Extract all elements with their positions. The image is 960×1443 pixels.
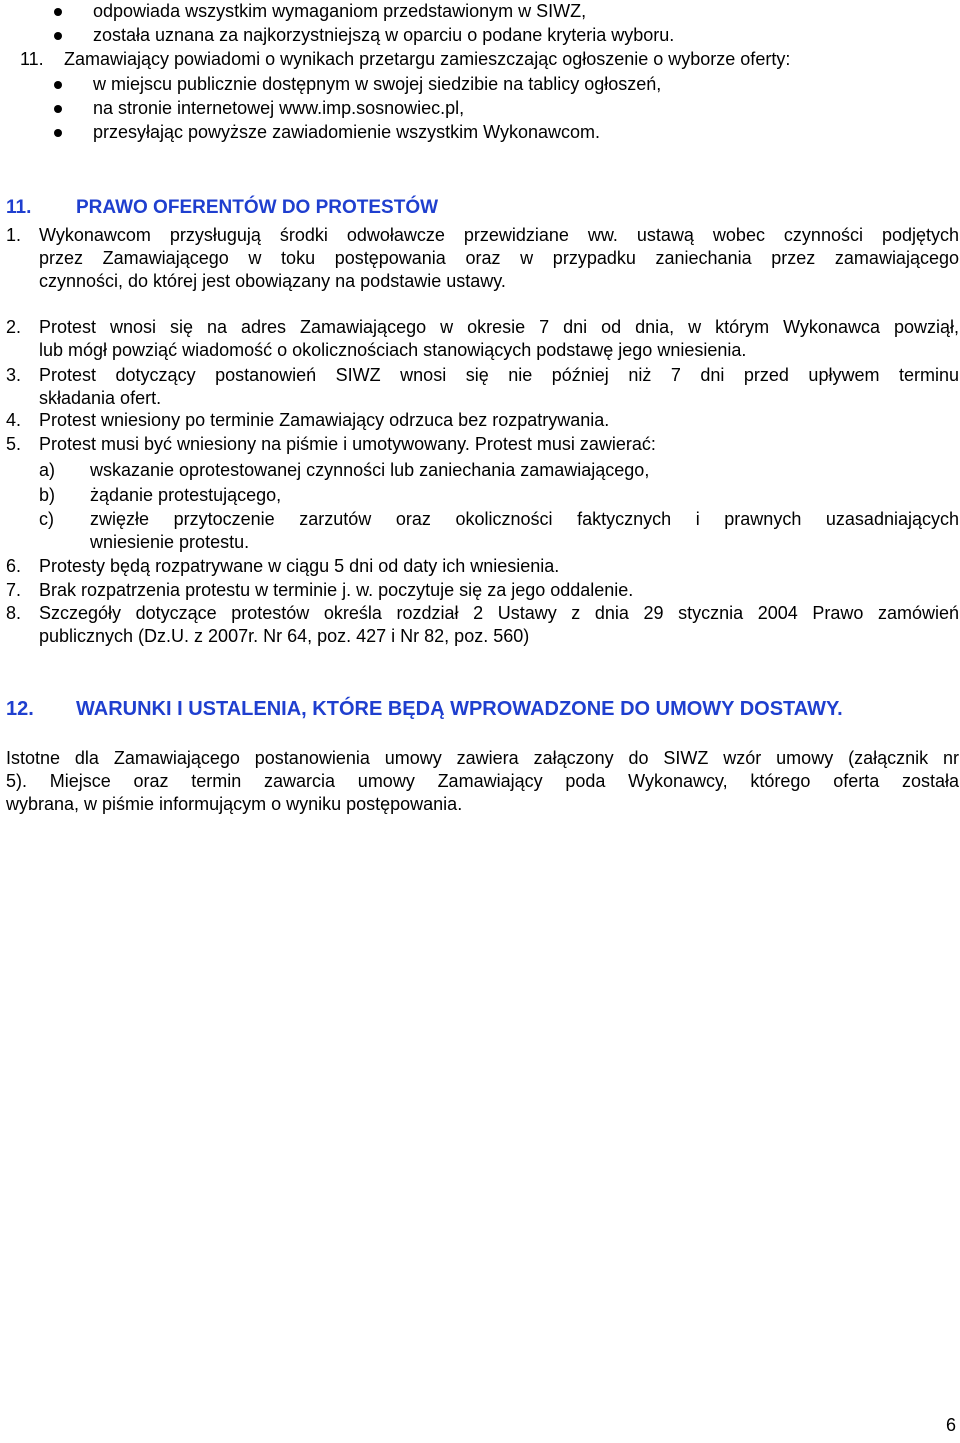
protest-item-4: Protest wniesiony po terminie Zamawiający odrzuca bez rozpatrywania. — [39, 410, 610, 430]
section-11-number: 11. — [6, 197, 32, 218]
section-12-paragraph: Istotne dla Zamawiającego postanowienia umowy zawiera załączony do SIWZ wzór umowy (załącznik nr 5). Miejsce oraz termin zawarcia umowy Zamawiający poda Wykonawcy, którego oferta została wybrana, w piśmie informującym o wyniku postępowania. — [6, 748, 959, 814]
protest-subitem-b: żądanie protestującego, — [90, 485, 282, 505]
bullet-icon — [54, 32, 62, 40]
protest-item-7-number: 7. — [6, 580, 22, 600]
bullet-icon — [54, 105, 62, 113]
section-11-title: PRAWO OFERENTÓW DO PROTESTÓW — [76, 197, 439, 218]
protest-item-2-number: 2. — [6, 317, 22, 337]
protest-item-7: Brak rozpatrzenia protestu w terminie j. w. poczytuje się za jego oddalenie. — [39, 580, 634, 600]
page-number: 6 — [945, 1415, 956, 1435]
item-11-number: 11. — [20, 49, 44, 69]
top-bullet-1: odpowiada wszystkim wymaganiom przedstawionym w SIWZ, — [93, 1, 587, 21]
protest-subitem-c: zwięzłe przytoczenie zarzutów oraz okoliczności faktycznych i prawnych uzasadniających wniesienie protestu. — [90, 509, 959, 552]
protest-item-8-number: 8. — [6, 603, 22, 623]
protest-item-3: Protest dotyczący postanowień SIWZ wnosi się nie później niż 7 dni przed upływem terminu składania ofert. — [39, 365, 959, 408]
item-11-bullet-2: na stronie internetowej www.imp.sosnowiec.pl, — [93, 98, 465, 118]
protest-subitem-a-letter: a) — [39, 460, 56, 480]
protest-item-5-number: 5. — [6, 434, 22, 454]
section-12-title: WARUNKI I USTALENIA, KTÓRE BĘDĄ WPROWADZONE DO UMOWY DOSTAWY. — [76, 698, 843, 720]
protest-item-4-number: 4. — [6, 410, 22, 430]
item-11-bullet-1: w miejscu publicznie dostępnym w swojej siedzibie na tablicy ogłoszeń, — [93, 74, 662, 94]
top-bullet-2: została uznana za najkorzystniejszą w oparciu o podane kryteria wyboru. — [93, 25, 675, 45]
protest-item-8: Szczegóły dotyczące protestów określa rozdział 2 Ustawy z dnia 29 stycznia 2004 Prawo zamówień publicznych (Dz.U. z 2007r. Nr 64, poz. 427 i Nr 82, poz. 560) — [39, 603, 959, 646]
item-11-bullet-3: przesyłając powyższe zawiadomienie wszystkim Wykonawcom. — [93, 122, 600, 142]
protest-item-1-number: 1. — [6, 225, 22, 245]
protest-item-3-number: 3. — [6, 365, 22, 385]
protest-item-1: Wykonawcom przysługują środki odwoławcze przewidziane ww. ustawą wobec czynności podjętych przez Zamawiającego w toku postępowania oraz w przypadku zaniechania przez zamawiającego czynności, do której jest obowiązany na podstawie ustawy. — [39, 225, 959, 291]
bullet-icon — [54, 8, 62, 16]
protest-item-6-number: 6. — [6, 556, 22, 576]
section-12-number: 12. — [6, 698, 34, 720]
bullet-icon — [54, 81, 62, 89]
protest-item-2: Protest wnosi się na adres Zamawiającego w okresie 7 dni od dnia, w którym Wykonawca powziął, lub mógł powziąć wiadomość o okolicznościach stanowiących podstawę jego wniesienia. — [39, 317, 959, 360]
item-11-text: Zamawiający powiadomi o wynikach przetargu zamieszczając ogłoszenie o wyborze oferty: — [64, 49, 791, 69]
bullet-icon — [54, 129, 62, 137]
protest-subitem-a: wskazanie oprotestowanej czynności lub zaniechania zamawiającego, — [90, 460, 650, 480]
protest-item-5: Protest musi być wniesiony na piśmie i umotywowany. Protest musi zawierać: — [39, 434, 656, 454]
protest-item-6: Protesty będą rozpatrywane w ciągu 5 dni od daty ich wniesienia. — [39, 556, 560, 576]
protest-subitem-b-letter: b) — [39, 485, 56, 505]
protest-subitem-c-letter: c) — [39, 509, 54, 529]
